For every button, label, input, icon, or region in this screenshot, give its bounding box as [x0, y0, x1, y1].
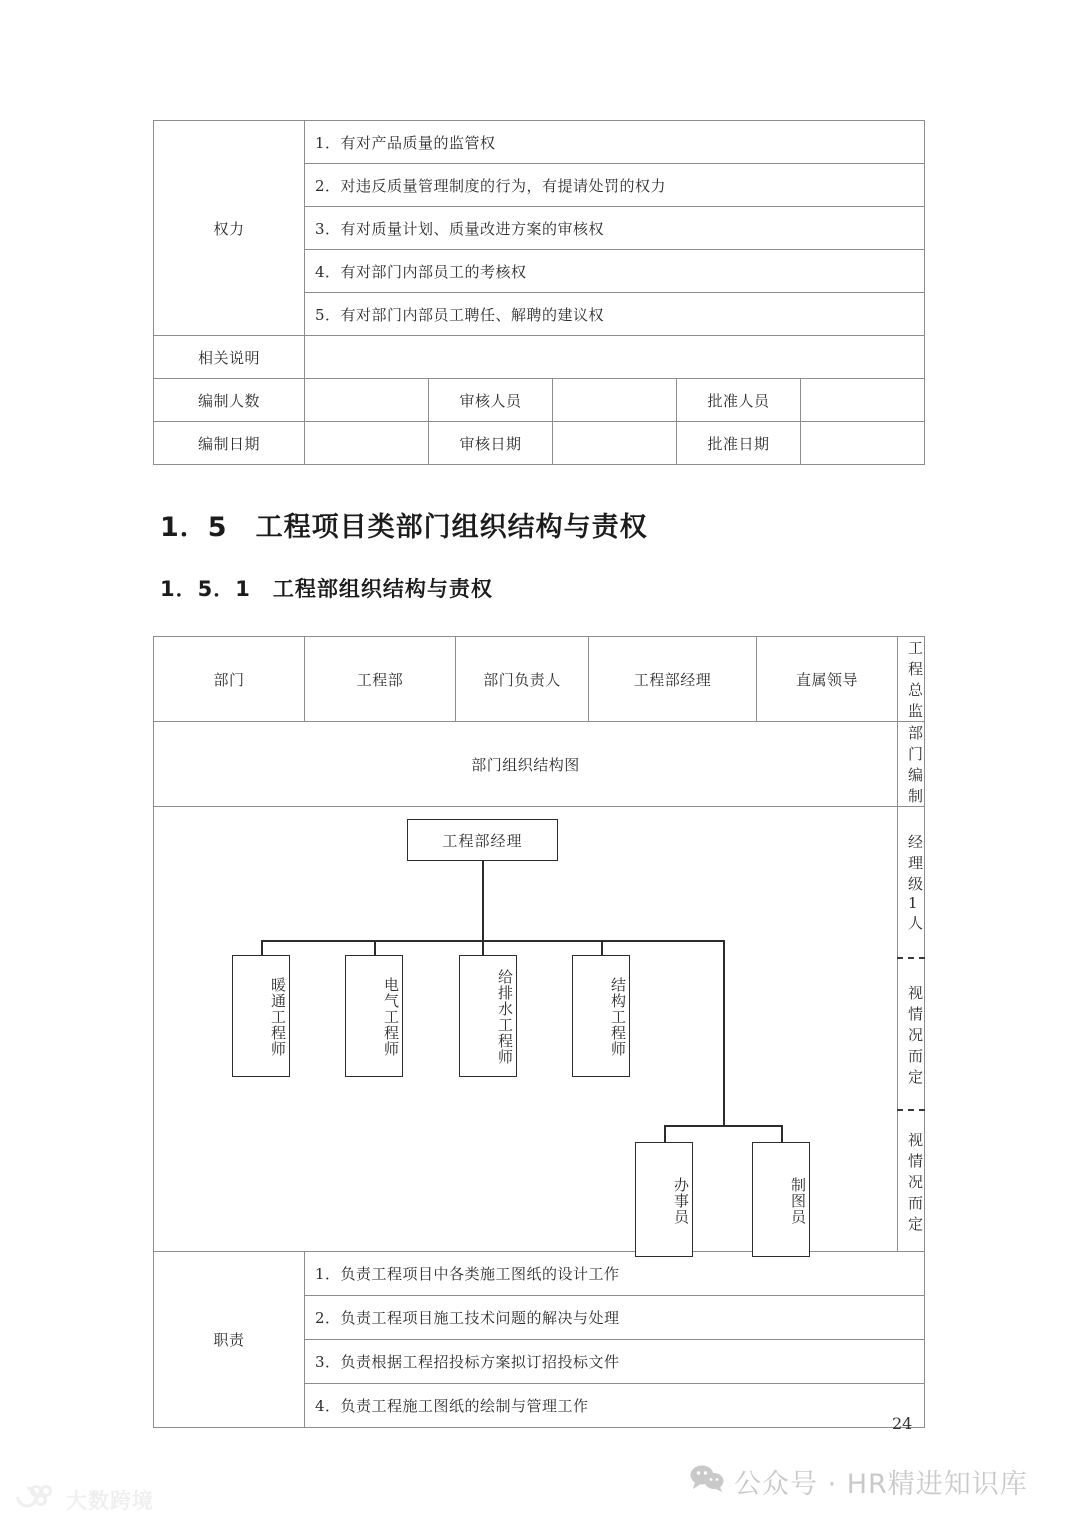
- org-header-supervisor-label: 直属领导: [757, 637, 898, 722]
- approve-date-value[interactable]: [801, 422, 925, 465]
- duty-item-3: 3．负责根据工程招投标方案拟订招投标文件: [305, 1340, 925, 1384]
- subsection-heading: 1．5．1 工程部组织结构与责权: [160, 577, 493, 601]
- org-header-supervisor-value: 工程总监: [898, 637, 925, 722]
- headcount-label: 编制人数: [154, 379, 305, 422]
- prepare-date-label: 编制日期: [154, 422, 305, 465]
- connector-support-drop-2: [781, 1125, 783, 1143]
- table-row: [154, 637, 925, 722]
- org-node-structural-engineer[interactable]: 结构工程师: [572, 955, 630, 1077]
- connector-support-trunk: [723, 940, 725, 1126]
- footer-watermark: [690, 1462, 1028, 1501]
- authority-table: [153, 120, 925, 465]
- org-node-plumbing-engineer[interactable]: 给排水工程师: [459, 955, 517, 1077]
- org-header-owner-label: 部门负责人: [456, 637, 589, 722]
- staffing-tier-3: 视情况而定: [898, 1110, 925, 1252]
- org-header-department-value: 工程部: [305, 637, 456, 722]
- authority-item-5: 5．有对部门内部员工聘任、解聘的建议权: [305, 293, 925, 336]
- org-node-clerk[interactable]: 办事员: [635, 1142, 693, 1257]
- authority-item-3: 3．有对质量计划、质量改进方案的审核权: [305, 207, 925, 250]
- org-node-manager[interactable]: 工程部经理: [407, 819, 558, 861]
- reviewer-value[interactable]: [553, 379, 677, 422]
- authority-row-label: 权力: [154, 121, 305, 336]
- related-notes-label: 相关说明: [154, 336, 305, 379]
- corner-watermark: [14, 1484, 154, 1515]
- page-number: 24: [892, 1414, 913, 1433]
- duty-item-2: 2．负责工程项目施工技术问题的解决与处理: [305, 1296, 925, 1340]
- authority-item-2: 2．对违反质量管理制度的行为，有提请处罚的权力: [305, 164, 925, 207]
- review-date-label: 审核日期: [429, 422, 553, 465]
- reviewer-label: 审核人员: [429, 379, 553, 422]
- table-row: [154, 379, 925, 422]
- org-header-owner-value: 工程部经理: [589, 637, 757, 722]
- org-chart: [154, 807, 897, 1251]
- corner-watermark-text: 大数跨境: [66, 1488, 154, 1513]
- review-date-value[interactable]: [553, 422, 677, 465]
- footer-watermark-text: 公众号 · HR精进知识库: [734, 1469, 1028, 1500]
- connector-bus: [261, 940, 724, 942]
- table-row: [154, 1252, 925, 1296]
- approver-label: 批准人员: [677, 379, 801, 422]
- connector-support-bus: [664, 1125, 782, 1127]
- org-node-electrical-engineer[interactable]: 电气工程师: [345, 955, 403, 1077]
- staffing-tier-1: 经理级 1 人: [898, 807, 925, 959]
- org-structure-table: [153, 636, 925, 1428]
- org-header-department-label: 部门: [154, 637, 305, 722]
- table-row: [154, 807, 925, 959]
- duty-item-4: 4．负责工程施工图纸的绘制与管理工作: [305, 1384, 925, 1428]
- table-row: [154, 336, 925, 379]
- approver-value[interactable]: [801, 379, 925, 422]
- table-row: [154, 422, 925, 465]
- staffing-title: 部门编制: [898, 722, 925, 807]
- prepare-date-value[interactable]: [305, 422, 429, 465]
- org-chart-canvas-cell: [154, 807, 898, 1252]
- duty-item-1: 1．负责工程项目中各类施工图纸的设计工作: [305, 1252, 925, 1296]
- approve-date-label: 批准日期: [677, 422, 801, 465]
- related-notes-value[interactable]: [305, 336, 925, 379]
- table-row: [154, 121, 925, 164]
- headcount-value[interactable]: [305, 379, 429, 422]
- org-node-draftsman[interactable]: 制图员: [752, 1142, 810, 1257]
- section-heading: 1．5 工程项目类部门组织结构与责权: [160, 512, 648, 543]
- authority-item-4: 4．有对部门内部员工的考核权: [305, 250, 925, 293]
- connector-manager-trunk: [482, 861, 484, 941]
- authority-item-1: 1．有对产品质量的监管权: [305, 121, 925, 164]
- staffing-tier-2: 视情况而定: [898, 958, 925, 1110]
- org-chart-title: 部门组织结构图: [154, 722, 898, 807]
- org-node-hvac-engineer[interactable]: 暖通工程师: [232, 955, 290, 1077]
- brand-logo-icon: [14, 1484, 58, 1515]
- wechat-icon: [690, 1464, 724, 1499]
- connector-support-drop-1: [664, 1125, 666, 1143]
- table-row: [154, 722, 925, 807]
- duties-label: 职责: [154, 1252, 305, 1428]
